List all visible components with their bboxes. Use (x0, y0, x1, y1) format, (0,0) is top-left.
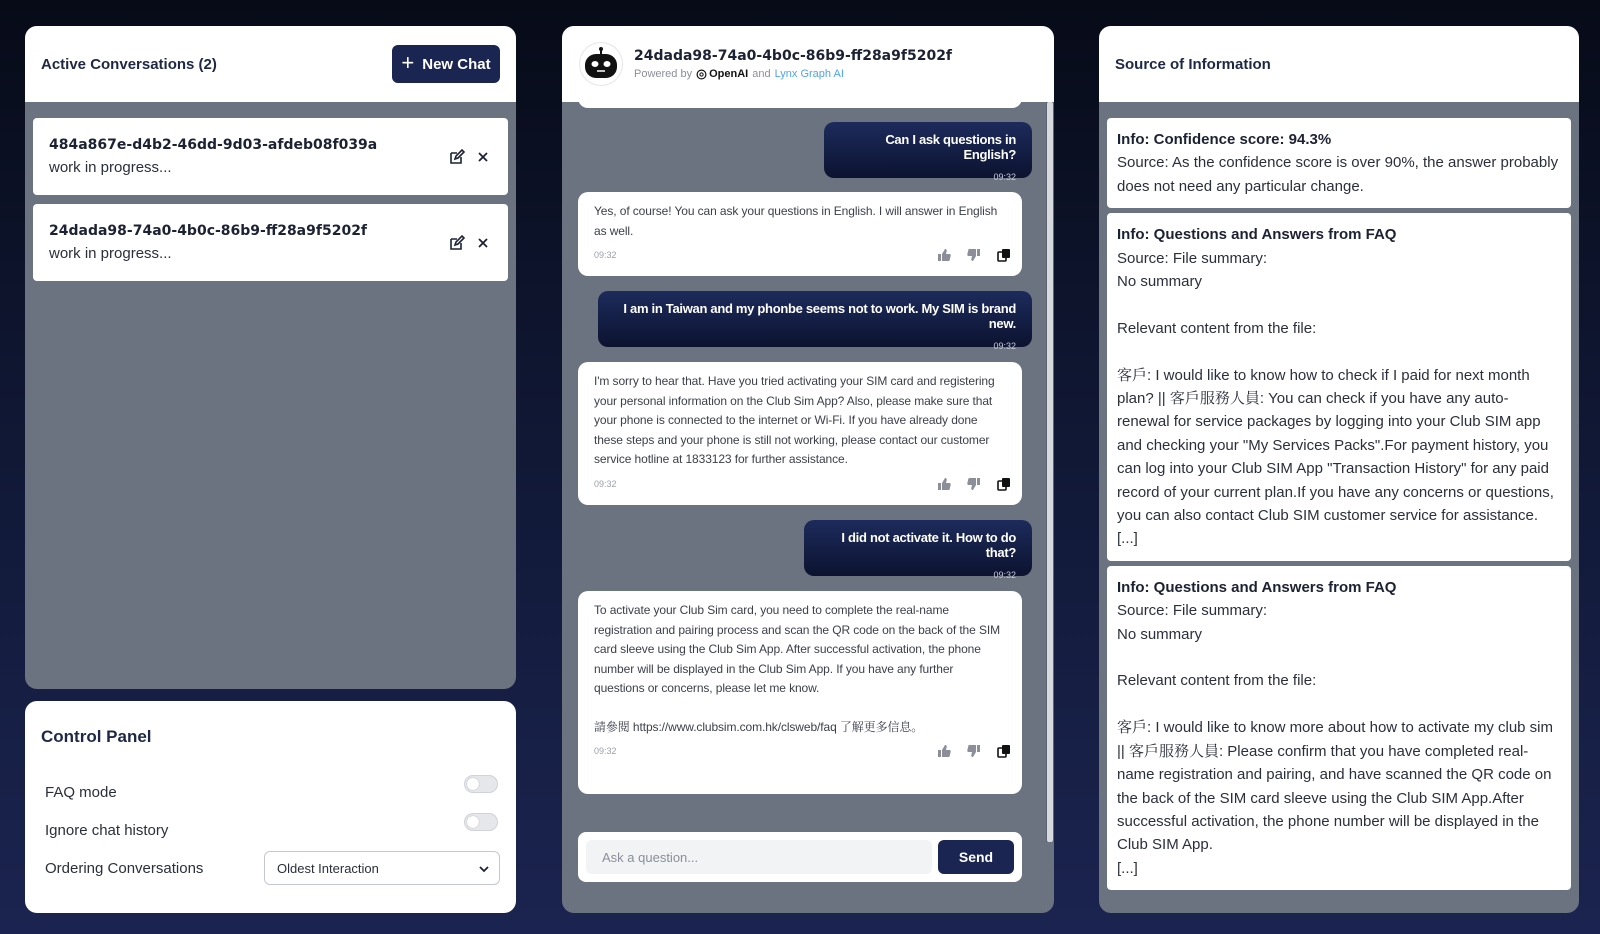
source-card-ellipsis: [...] (1117, 859, 1138, 877)
edit-icon[interactable] (448, 234, 466, 252)
message-time: 09:32 (993, 172, 1016, 182)
source-card-ellipsis: [...] (1117, 530, 1138, 548)
new-chat-label: New Chat (422, 55, 491, 73)
ordering-value: Oldest Interaction (277, 860, 379, 876)
message-text: I did not activate it. How to do that? (841, 530, 1016, 560)
source-card-text: Source: As the confidence score is over 90%, the answer probably does not need any particular change. (1117, 154, 1559, 195)
chat-title: 24dada98-74a0-4b0c-86b9-ff28a9f5202f (634, 48, 953, 64)
close-icon[interactable] (474, 234, 492, 252)
source-panel (1099, 26, 1579, 913)
question-input[interactable]: Ask a question... (586, 840, 932, 874)
message-text: To activate your Club Sim card, you need to complete the real-name registration and pairing process and scan the QR code on the back of the SIM card sleeve using the Club Sim App. After successful activation, the phone number will be displayed in the Club Sim App. If you have any further questions or concerns, please let me know. (594, 603, 1000, 695)
close-icon[interactable] (474, 148, 492, 166)
openai-label: OpenAI (709, 68, 749, 80)
ignore-history-label: Ignore chat history (45, 821, 169, 839)
faq-mode-row (41, 773, 500, 811)
conversations-panel (25, 26, 516, 689)
thumbs-up-icon[interactable] (936, 247, 952, 263)
message-text: I am in Taiwan and my phonbe seems not to work. My SIM is brand new. (623, 301, 1016, 331)
ordering-label: Ordering Conversations (45, 859, 204, 877)
source-card-content: 客戶: I would like to know more about how to activate my club sim || 客戶服務人員: Please confirm that you have completed real-name registration and pairing, and have scanned the QR code on the back of the SIM card sleeve using the Club SIM App.After successful activation, the phone number will be displayed in the Club SIM App. (1117, 719, 1554, 854)
message-text: I'm sorry to hear that. Have you tried activating your SIM card and registering your personal information on the Club Sim App? Also, please make sure that your phone is connected to the internet or Wi-Fi. If you have already done these steps and your phone is still not working, please contact our customer service hotline at 1833123 for further assistance. (594, 374, 995, 466)
chat-scrollbar[interactable] (1046, 102, 1054, 842)
user-message (598, 291, 1032, 351)
source-card (1107, 118, 1571, 208)
robot-avatar-icon (580, 43, 622, 85)
control-panel (25, 701, 516, 913)
source-card-heading: Info: Confidence score: 94.3% (1117, 131, 1332, 148)
message-time: 09:32 (594, 250, 617, 260)
source-card-source: Source: File summary: (1117, 602, 1268, 620)
thumbs-down-icon[interactable] (966, 743, 982, 759)
message-text: Yes, of course! You can ask your questions in English. I will answer in English as well. (594, 204, 998, 238)
source-card-summary: No summary (1117, 273, 1203, 291)
chat-scrollbar-thumb[interactable] (1047, 102, 1053, 842)
lynx-link[interactable]: Lynx Graph AI (774, 68, 844, 80)
conversation-list (25, 102, 516, 281)
message-time: 09:32 (993, 341, 1016, 351)
message-text: Can I ask questions in English? (885, 132, 1016, 162)
thumbs-down-icon[interactable] (966, 247, 982, 263)
control-panel-title: Control Panel (41, 727, 152, 746)
conversations-header (25, 26, 516, 102)
chat-header (562, 26, 1054, 102)
message-time: 09:32 (594, 746, 617, 756)
user-message (824, 122, 1032, 182)
ordering-row (41, 849, 500, 887)
chevron-down-icon (479, 861, 489, 876)
conversation-status: work in progress... (49, 159, 172, 176)
source-card-summary: No summary (1117, 625, 1203, 643)
ignore-history-row (41, 811, 500, 849)
bot-message (578, 362, 1022, 505)
powered-by (634, 68, 952, 80)
source-card (1107, 566, 1571, 890)
send-button[interactable]: Send (938, 840, 1014, 874)
bot-message (578, 591, 1022, 794)
user-message (804, 520, 1032, 580)
source-card-content: 客戶: I would like to know how to check if I paid for next month plan? || 客戶服務人員: You can check if you have any auto-renewal for service packages by logging into your Club SIM app and checking your "My Services Packs".For payment history, you can log into your Club SIM App "Transaction History" for any paid record of your current plan.If you have any concerns or questions, you can also contact Club SIM customer service for assistance. (1117, 366, 1554, 525)
copy-icon[interactable] (996, 476, 1012, 492)
conversation-id: 24dada98-74a0-4b0c-86b9-ff28a9f5202f (49, 223, 368, 239)
chat-input-bar (578, 832, 1022, 882)
source-card-relevant-label: Relevant content from the file: (1117, 319, 1317, 337)
plus-icon: + (401, 50, 415, 75)
conversation-id: 484a867e-d4b2-46dd-9d03-afdeb08f039a (49, 137, 378, 153)
source-card-heading: Info: Questions and Answers from FAQ (1117, 578, 1397, 596)
source-title: Source of Information (1115, 55, 1271, 73)
copy-icon[interactable] (996, 743, 1012, 759)
new-chat-button[interactable] (392, 45, 500, 83)
faq-mode-toggle[interactable] (464, 775, 498, 793)
conversation-status: work in progress... (49, 245, 172, 262)
source-header (1099, 26, 1579, 102)
ordering-select[interactable] (264, 851, 500, 885)
edit-icon[interactable] (448, 148, 466, 166)
message-time: 09:32 (993, 570, 1016, 580)
conversation-item[interactable] (33, 118, 508, 195)
ignore-history-toggle[interactable] (464, 813, 498, 831)
source-card-relevant-label: Relevant content from the file: (1117, 672, 1317, 690)
thumbs-up-icon[interactable] (936, 743, 952, 759)
thumbs-down-icon[interactable] (966, 476, 982, 492)
source-list[interactable] (1099, 102, 1579, 890)
openai-logo (696, 68, 748, 80)
faq-mode-label: FAQ mode (45, 783, 117, 801)
source-card-source: Source: File summary: (1117, 249, 1268, 267)
powered-and: and (752, 68, 771, 80)
bot-message (578, 192, 1022, 276)
message-link-text: 請參閱 https://www.clubsim.com.hk/clsweb/faq 了解更多信息。 (594, 719, 924, 734)
source-card-heading: Info: Questions and Answers from FAQ (1117, 226, 1397, 244)
copy-icon[interactable] (996, 247, 1012, 263)
thumbs-up-icon[interactable] (936, 476, 952, 492)
conversations-title: Active Conversations (2) (41, 55, 217, 73)
message-time: 09:32 (594, 478, 617, 489)
chat-panel (562, 26, 1054, 913)
conversation-item[interactable] (33, 204, 508, 281)
source-card (1107, 213, 1571, 561)
powered-prefix: Powered by (634, 68, 693, 80)
